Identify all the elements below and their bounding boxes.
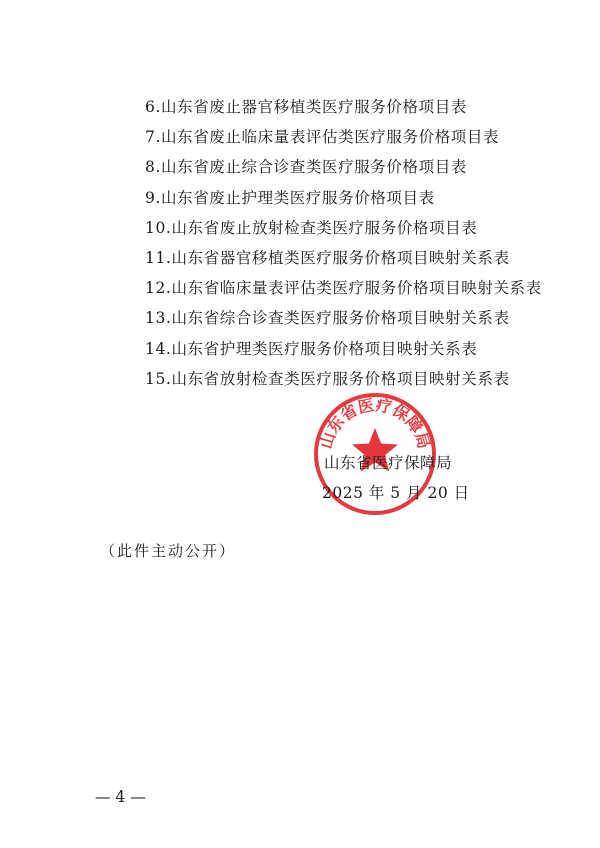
attachment-item-10: 10.山东省废止放射检查类医疗服务价格项目表 (145, 218, 478, 237)
disclosure-note: （此件主动公开） (100, 542, 237, 560)
issuing-authority: 山东省医疗保障局 (324, 454, 453, 472)
attachment-item-13: 13.山东省综合诊查类医疗服务价格项目映射关系表 (145, 309, 510, 328)
attachment-item-11: 11.山东省器官移植类医疗服务价格项目映射关系表 (145, 248, 510, 267)
attachment-item-8: 8.山东省废止综合诊查类医疗服务价格项目表 (145, 158, 467, 177)
attachment-item-15: 15.山东省放射检查类医疗服务价格项目映射关系表 (145, 369, 510, 388)
attachment-item-12: 12.山东省临床量表评估类医疗服务价格项目映射关系表 (145, 279, 542, 298)
seal-text: 山东省医疗保障局 (316, 395, 434, 451)
page-number: — 4 — (95, 788, 146, 806)
attachment-item-14: 14.山东省护理类医疗服务价格项目映射关系表 (145, 339, 478, 358)
attachment-item-9: 9.山东省废止护理类医疗服务价格项目表 (145, 188, 435, 207)
attachment-list (145, 92, 542, 394)
attachment-item-7: 7.山东省废止临床量表评估类医疗服务价格项目表 (145, 128, 500, 147)
issue-date: 2025 年 5 月 20 日 (322, 484, 470, 502)
attachment-item-6: 6.山东省废止器官移植类医疗服务价格项目表 (145, 98, 467, 116)
